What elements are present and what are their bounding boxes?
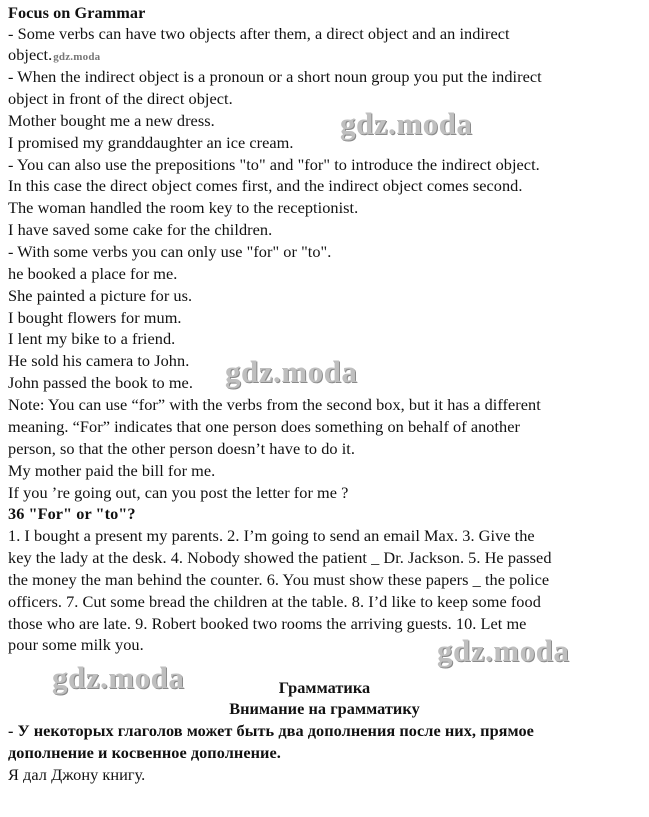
text-line: The woman handled the room key to the receptionist.	[8, 198, 359, 217]
text-line: My mother paid the bill for me.	[8, 461, 216, 480]
text-line: person, so that the other person doesn’t have to do it.	[8, 439, 356, 458]
section-heading: Focus on Grammar	[8, 3, 146, 22]
exercise-heading: 36 "For" or "to"?	[8, 504, 136, 523]
text-line: meaning. “For” indicates that one person does something on behalf of another	[8, 417, 520, 436]
watermark: gdz.moda	[52, 660, 185, 695]
text-line: object in front of the direct object.	[8, 89, 233, 108]
text-line: I lent my bike to a friend.	[8, 329, 176, 348]
russian-subtitle: Внимание на грамматику	[229, 699, 420, 718]
text-line: дополнение и косвенное дополнение.	[8, 743, 281, 762]
text-line: pour some milk you.	[8, 635, 144, 654]
text-line: I bought flowers for mum.	[8, 308, 182, 327]
text-line: If you ’re going out, can you post the letter for me ?	[8, 483, 349, 502]
text-line: In this case the direct object comes first, and the indirect object comes second.	[8, 176, 523, 195]
text-line: the money the man behind the counter. 6. You must show these papers _ the police	[8, 570, 550, 589]
text-line: - With some verbs you can only use "for" or "to".	[8, 242, 332, 261]
text-line: I have saved some cake for the children.	[8, 220, 273, 239]
text-line: - Some verbs can have two objects after them, a direct object and an indirect	[8, 24, 510, 43]
text-line: object.gdz.moda	[8, 45, 101, 64]
text-line: She painted a picture for us.	[8, 286, 193, 305]
text-line: Mother bought me a new dress.	[8, 111, 215, 130]
watermark: gdz.moda	[340, 106, 473, 141]
text-line: John passed the book to me.	[8, 373, 193, 392]
text-line: Я дал Джону книгу.	[8, 765, 146, 784]
watermark: gdz.moda	[437, 633, 570, 668]
text-line: - You can also use the prepositions "to" and "for" to introduce the indirect object.	[8, 155, 540, 174]
watermark-small: gdz.moda	[53, 51, 101, 63]
text-line: those who are late. 9. Robert booked two rooms the arriving guests. 10. Let me	[8, 614, 527, 633]
watermark: gdz.moda	[225, 354, 358, 389]
russian-title: Грамматика	[278, 678, 371, 697]
text-line: he booked a place for me.	[8, 264, 178, 283]
text-line: He sold his camera to John.	[8, 351, 190, 370]
text-line: I promised my granddaughter an ice cream.	[8, 133, 294, 152]
text-line: - When the indirect object is a pronoun or a short noun group you put the indirect	[8, 67, 542, 86]
text-line: key the lady at the desk. 4. Nobody showed the patient _ Dr. Jackson. 5. He passed	[8, 548, 552, 567]
text-line: officers. 7. Cut some bread the children at the table. 8. I’d like to keep some food	[8, 592, 541, 611]
text-line: 1. I bought a present my parents. 2. I’m going to send an email Max. 3. Give the	[8, 526, 535, 545]
text-line: Note: You can use “for” with the verbs from the second box, but it has a different	[8, 395, 541, 414]
text-line: - У некоторых глаголов может быть два дополнения после них, прямое	[8, 721, 534, 740]
